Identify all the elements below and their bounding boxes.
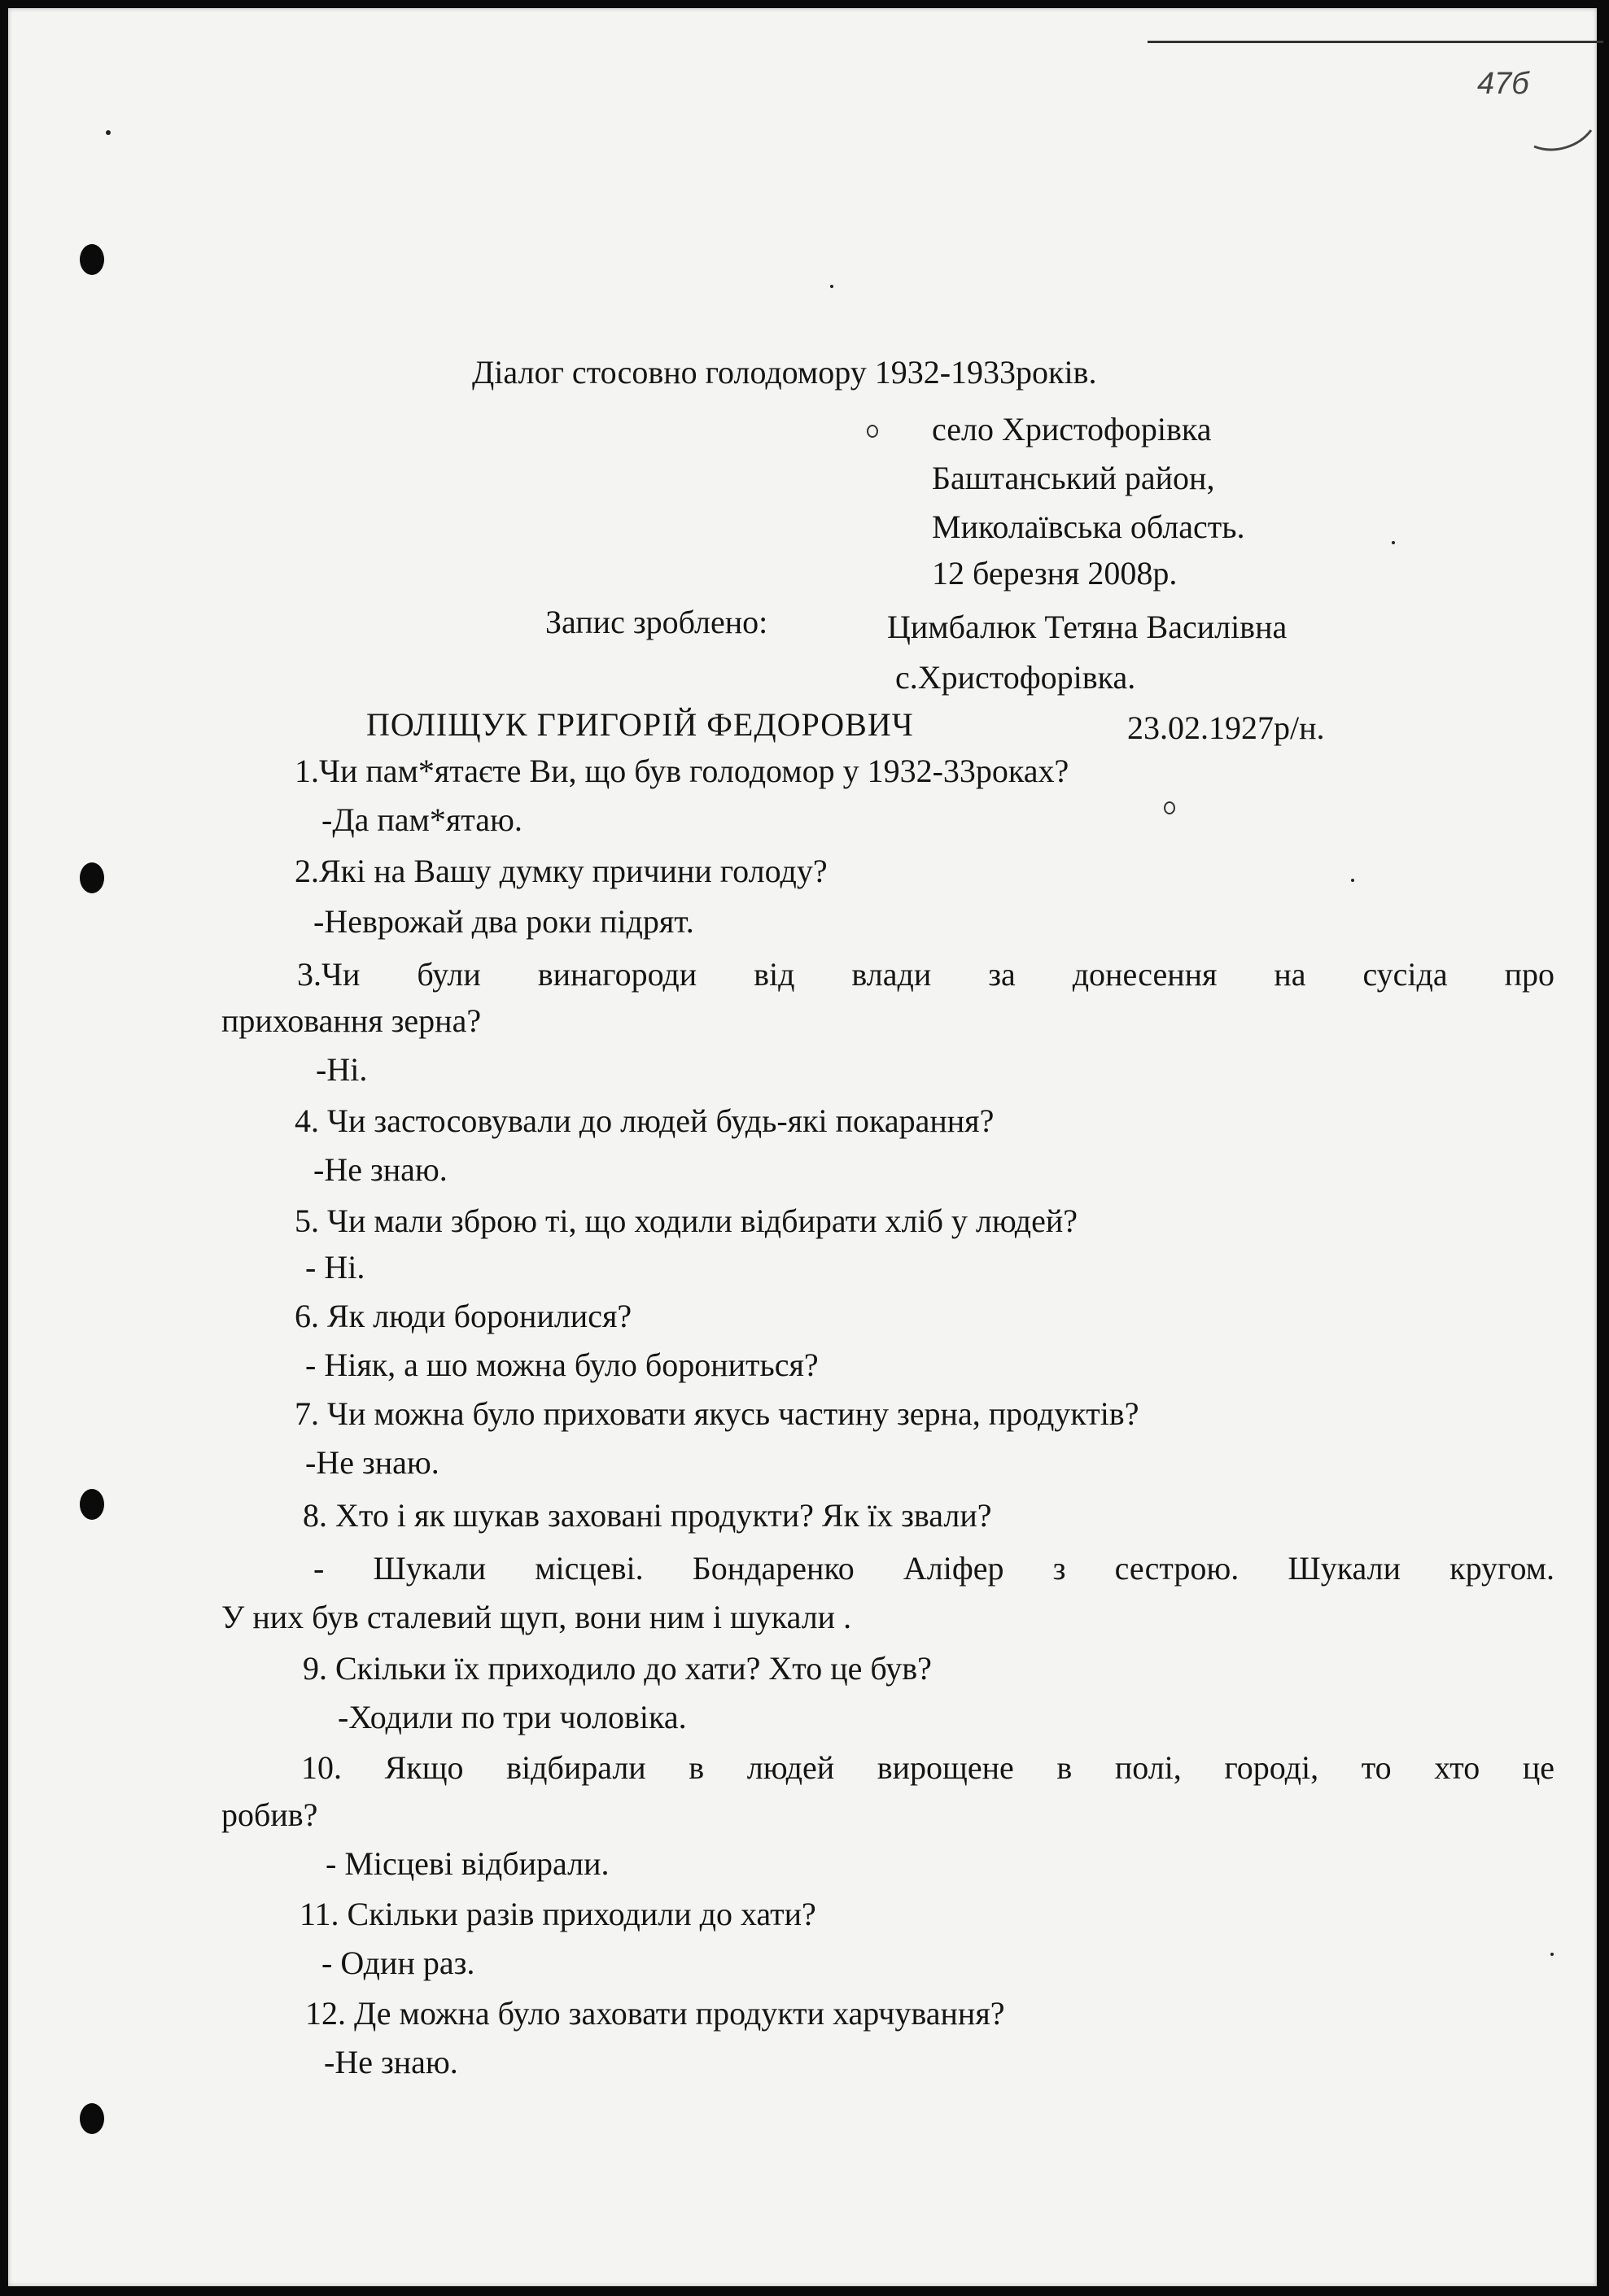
- answer-8-line1: - Шукали місцеві. Бондаренко Аліфер з сестрою. Шукали кругом.: [313, 1550, 1554, 1587]
- location-village: село Христофорівка: [932, 411, 1212, 447]
- recorded-by-village: с.Христофорівка.: [895, 659, 1136, 696]
- question-10-line1: 10. Якщо відбирали в людей вирощене в полі, городі, то хто це: [301, 1749, 1554, 1786]
- answer-4: -Не знаю.: [313, 1151, 448, 1188]
- question-8: 8. Хто і як шукав заховані продукти? Як їх звали?: [303, 1497, 992, 1534]
- svg-text:47б: 47б: [1477, 67, 1529, 101]
- question-2: 2.Які на Вашу думку причини голоду?: [295, 853, 828, 889]
- question-11: 11. Скільки разів приходили до хати?: [300, 1896, 816, 1932]
- location-district: Баштанський район,: [932, 460, 1215, 496]
- answer-9: -Ходили по три чоловіка.: [338, 1699, 687, 1735]
- binder-hole: [80, 862, 104, 893]
- question-9: 9. Скільки їх приходило до хати? Хто це був?: [303, 1650, 932, 1687]
- question-7: 7. Чи можна було приховати якусь частину зерна, продуктів?: [295, 1395, 1139, 1432]
- question-4: 4. Чи застосовували до людей будь-які покарання?: [295, 1102, 995, 1139]
- scan-speck: [1351, 879, 1354, 882]
- question-5: 5. Чи мали зброю ті, що ходили відбирати хліб у людей?: [295, 1203, 1078, 1239]
- location-region: Миколаївська область.: [932, 509, 1245, 545]
- respondent-birth: 23.02.1927р/н.: [1127, 709, 1325, 746]
- document-page: [8, 8, 1597, 2286]
- answer-1: -Да пам*ятаю.: [321, 801, 522, 838]
- answer-8-line2: У них був сталевий щуп, вони ним і шукали .: [221, 1599, 852, 1635]
- answer-6: - Ніяк, а шо можна було борониться?: [305, 1347, 819, 1383]
- binder-hole: [80, 1489, 104, 1520]
- scan-speck: [106, 130, 111, 135]
- scan-speck: [830, 285, 833, 288]
- question-1: 1.Чи пам*ятаєте Ви, що був голодомор у 1932-33роках?: [295, 753, 1069, 789]
- question-12: 12. Де можна було заховати продукти харчування?: [305, 1995, 1005, 2032]
- binder-hole: [80, 244, 104, 275]
- top-rule-line: [1148, 41, 1603, 43]
- document-title: Діалог стосовно голодомору 1932-1933років.: [472, 354, 1097, 391]
- recorded-by-label: Запис зроблено:: [545, 604, 768, 640]
- question-10-line2: робив?: [221, 1796, 318, 1833]
- respondent-name: ПОЛІЩУК ГРИГОРІЙ ФЕДОРОВИЧ: [366, 706, 914, 743]
- question-6: 6. Як люди боронилися?: [295, 1298, 632, 1334]
- answer-11: - Один раз.: [321, 1945, 475, 1981]
- scan-mark: [1164, 801, 1175, 814]
- answer-3: -Ні.: [316, 1051, 368, 1088]
- recorded-by-name: Цимбалюк Тетяна Василівна: [887, 609, 1288, 645]
- question-3-line2: приховання зерна?: [221, 1002, 482, 1039]
- answer-12: -Не знаю.: [324, 2044, 458, 2080]
- answer-2: -Неврожай два роки підрят.: [313, 903, 694, 940]
- answer-10: - Місцеві відбирали.: [326, 1845, 610, 1882]
- scan-speck: [1392, 541, 1395, 544]
- answer-7: -Не знаю.: [305, 1444, 439, 1481]
- interview-date: 12 березня 2008р.: [932, 555, 1178, 591]
- answer-5: - Ні.: [305, 1249, 365, 1285]
- question-3-line1: 3.Чи були винагороди від влади за донесення на сусіда про: [297, 956, 1554, 993]
- binder-hole: [80, 2103, 104, 2134]
- scan-speck: [1550, 1953, 1554, 1956]
- handwritten-page-number: [1477, 57, 1599, 155]
- scan-mark: [867, 425, 878, 438]
